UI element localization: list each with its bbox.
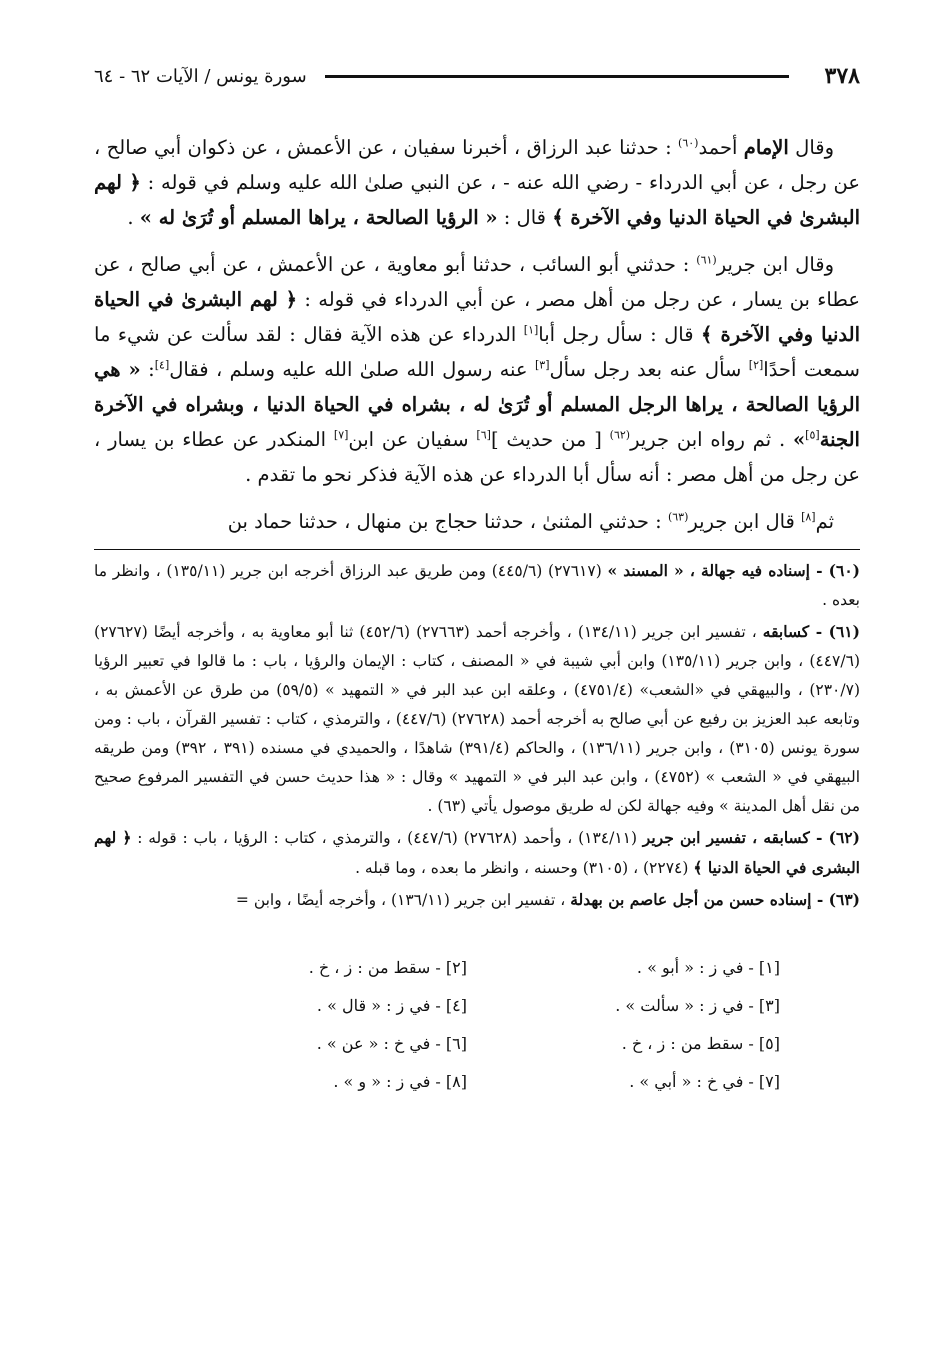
running-title: سورة يونس / الآيات ٦٢ - ٦٤	[94, 65, 307, 87]
text-run: وقال ابن جرير	[716, 253, 834, 276]
text-run: قال :	[497, 206, 553, 229]
text-run: (٢٢٧٤) ، (٣١٠٥) وحسنه ، وانظر ما بعده ، وما قبله .	[355, 859, 694, 877]
footnote	[94, 885, 860, 915]
text-run: سأل عنه بعد رجل سأل	[549, 358, 749, 381]
reference-marker: [٢]	[748, 358, 764, 372]
text-run: ، تفسير ابن جرير (١٣٤/١١) ، وأخرجه أحمد (٢٧٦٦٣) (٤٥٢/٦) ثنا أبو معاوية به ، وأخرجه أيضًا (٢٧٦٢٧) (٤٤٧/٦) ، وابن جرير (١٣٥/١١) وابن أبي شيبة في « المصنف ، كتاب : الإيمان والرؤيا ، باب : ما قالوا في تعبير الرؤيا (٢٣٠/٧) ، والبيهقي في «الشعب» (٤٧٥١/٤) ، وعلقه ابن عبد البر في « التمهيد » (٥٩/٥) من طرق عن الأعمش به ، وتابعه عبد العزيز بن رفيع عن أبي صالح به أخرجه أحمد (٢٧٦٢٨) (٤٤٧/٦) ، والترمذي ، كتاب : تفسير القرآن ، باب : ومن سورة يونس (٣١٠٥) ، وابن جرير (١٣٦/١١) ، والحاكم (٣٩١/٤) شاهدًا ، والحميدي في مسنده (٣٩١ ، ٣٩٢) ومن طريقه البيهقي في « الشعب » (٤٧٥٢) ، وابن عبد البر في « التمهيد » وقال : « هذا حديث حسن في التفسير المرفوع صحيح من نقل أهل المدينة » وفيه جهالة لكن له طريق موصول يأتي (٦٣) .	[94, 623, 861, 815]
reference-marker: (٦٢)	[609, 428, 631, 442]
footnote-label: (٦١) -	[815, 622, 860, 641]
reference-marker: (٦٠)	[678, 136, 699, 150]
text-run: سفيان عن ابن	[348, 428, 477, 451]
bold-text: ﴿ لهم البشرىٰ في الحياة الدنيا وفي الآخرة ﴾	[94, 288, 860, 346]
footnote	[94, 823, 860, 883]
text-run: [ من حديث ]	[490, 428, 610, 451]
reference-marker: [١]	[523, 323, 539, 337]
bold-text: إسناده حسن من أجل عاصم بن بهدلة	[570, 890, 817, 909]
text-run: وقال	[788, 136, 835, 159]
text-run: ، تفسير ابن جرير (١٣٦/١١) ، وأخرجه أيضًا ، وابن =	[235, 891, 571, 909]
footnote	[94, 556, 860, 615]
text-run: أحمد	[698, 136, 744, 159]
page-header	[94, 58, 860, 94]
main-text	[94, 130, 860, 539]
paragraph	[94, 504, 860, 539]
variant-note: [١] - في ز : « أبو » .	[636, 958, 780, 977]
text-run: عنه رسول الله صلىٰ الله عليه وسلم ، فقال	[169, 358, 535, 381]
footnote-label: (٦٢) -	[815, 828, 860, 847]
bold-text: إسناده فيه جهالة ، « المسند »	[607, 561, 817, 580]
text-run: قال ابن جرير	[688, 510, 802, 533]
reference-marker: (٦٣)	[667, 510, 689, 524]
reference-marker: [٣]	[534, 358, 550, 372]
text-run: الدرداء عن هذه الآية فقال : لقد سألت عن شيء ما سمعت أحدًا	[94, 323, 860, 381]
paragraph	[94, 130, 860, 235]
bold-text: كسابقه	[762, 622, 816, 641]
bold-text: ﴿ لهم البشرى في الحياة الدنيا ﴾	[94, 828, 860, 877]
bold-text: »	[792, 428, 806, 451]
reference-marker: [٧]	[333, 428, 349, 442]
bold-text: كسابقه ، تفسير ابن جرير	[642, 828, 816, 847]
reference-marker: [٦]	[476, 428, 491, 442]
text-run: : حدثني أبو السائب ، حدثنا أبو معاوية ، عن الأعمش ، عن أبي صالح ، عن عطاء بن يسار ، عن رجل من أهل مصر ، عن أبي الدرداء في قوله :	[94, 253, 861, 311]
footnotes	[94, 556, 860, 915]
variant-note: [٥] - سقط من : ز ، خ .	[621, 1034, 780, 1053]
variant-note: [٨] - في ز : « و » .	[333, 1072, 467, 1091]
text-run: :	[140, 358, 155, 381]
text-run: (٢٧٦١٧) (٤٤٥/٦) ومن طريق عبد الرزاق أخرجه ابن جرير (١٣٥/١١) ، وانظر ما بعده .	[94, 562, 860, 609]
variant-note: [٦] - في خ : « عن » .	[316, 1034, 467, 1053]
reference-marker: [٤]	[154, 358, 170, 372]
header-rule	[325, 75, 789, 78]
footnote-label: (٦٠) -	[816, 561, 860, 580]
reference-marker: [٥]	[805, 428, 820, 442]
variant-note: [٤] - في ز : « قال » .	[316, 996, 467, 1015]
text-run: ثم	[815, 510, 834, 533]
variant-notes	[94, 951, 860, 1099]
text-run: المنكدر عن عطاء بن يسار ، عن رجل من أهل مصر : أنه سأل أبا الدرداء عن هذه الآية فذكر نحو ما تقدم .	[94, 428, 860, 486]
text-run: : حدثني المثنىٰ ، حدثنا حجاج بن منهال ، حدثنا حماد بن	[227, 510, 668, 533]
bold-text: « الرؤيا الصالحة ، يراها المسلم أو تُرَىٰ له »	[139, 206, 498, 229]
text-run: : حدثنا عبد الرزاق ، أخبرنا سفيان ، عن الأعمش ، عن ذكوان أبي صالح ، عن رجل ، عن أبي الدرداء - رضي الله عنه - ، عن النبي صلىٰ الله عليه وسلم في قوله :	[94, 136, 861, 194]
page-number: ٣٧٨	[824, 63, 860, 89]
variant-note: [٧] - في خ : « أبي » .	[629, 1072, 780, 1091]
text-run: (١٣٤/١١) ، وأحمد (٢٧٦٢٨) (٤٤٧/٦) ، والترمذي ، كتاب : الرؤيا ، باب : قوله :	[131, 829, 643, 847]
variant-note: [٣] - في ز : « سألت » .	[615, 996, 780, 1015]
footnote-rule	[94, 549, 860, 550]
reference-marker: [٨]	[801, 510, 816, 524]
text-run: . ثم رواه ابن جرير	[630, 428, 793, 451]
bold-text: « هي الرؤيا الصالحة ، يراها الرجل المسلم أو تُرَىٰ له ، بشراه في الحياة الدنيا ، وبشراه في الآخرة الجنة	[94, 358, 860, 451]
text-run: .	[127, 206, 140, 229]
footnote-label: (٦٣) -	[816, 890, 860, 909]
bold-text: الإمام	[743, 136, 789, 159]
paragraph	[94, 247, 860, 492]
bold-text: ﴿ لهم البشرىٰ في الحياة الدنيا وفي الآخرة ﴾	[94, 171, 860, 229]
footnote	[94, 617, 860, 821]
variant-note: [٢] - سقط من : ز ، خ .	[308, 958, 467, 977]
reference-marker: (٦١)	[696, 253, 717, 267]
text-run: قال : سأل رجل أبا	[538, 323, 702, 346]
